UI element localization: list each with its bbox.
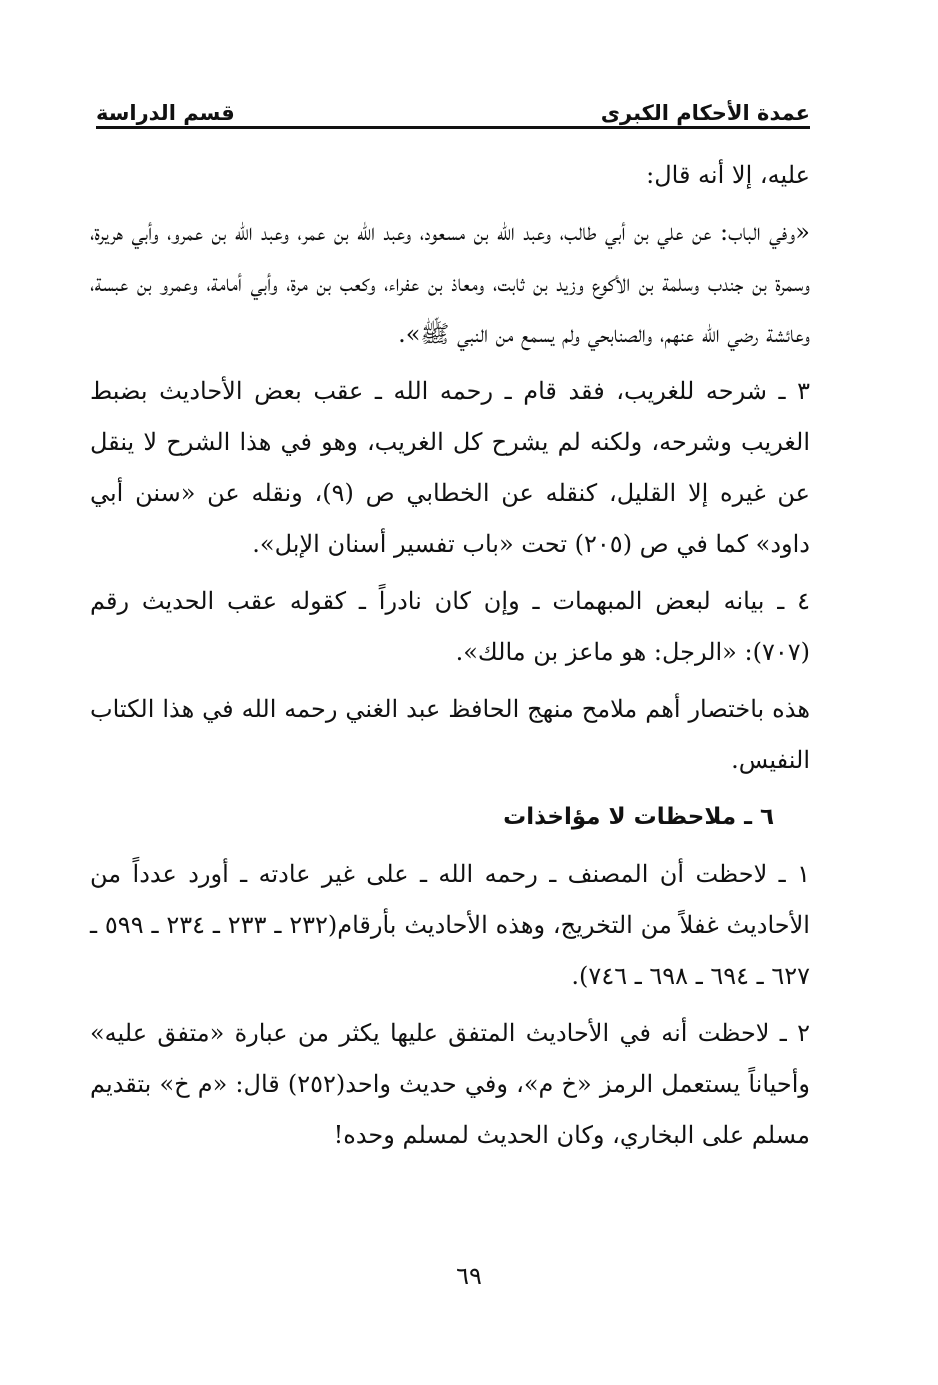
- page-number: ٦٩: [456, 1262, 482, 1290]
- note-1: ١ ـ لاحظت أن المصنف ـ رحمه الله ـ على غير عادته ـ أورد عدداً من الأحاديث غفلاً من التخريج، وهذه الأحاديث بأرقام(٢٣٢ ـ ٢٣٣ ـ ٢٣٤ ـ ٥٩٩ ـ ٦٢٧ ـ ٦٩٤ ـ ٦٩٨ ـ ٧٤٦).: [90, 860, 810, 990]
- paragraph-point-4: ٤ ـ بيانه لبعض المبهمات ـ وإن كان نادراً ـ كقوله عقب الحديث رقم (٧٠٧): «الرجل: هو ماعز بن مالك».: [90, 587, 810, 666]
- note-2: ٢ ـ لاحظت أنه في الأحاديث المتفق عليها يكثر من عبارة «متفق عليه» وأحياناً يستعمل الرمز «خ م»، وفي حديث واحد(٢٥٢) قال: «م خ» بتقديم مسلم على البخاري، وكان الحديث لمسلم وحده!: [90, 1019, 811, 1149]
- book-title: عمدة الأحكام الكبرى: [600, 101, 810, 125]
- paragraph-point-3: ٣ ـ شرحه للغريب، فقد قام ـ رحمه الله ـ عقب بعض الأحاديث بضبط الغريب وشرحه، ولكنه لم يشرح كل الغريب، وهو في هذا الشرح لا ينقل عن غيره إلا القليل، كنقله عن الخطابي ص (٩)، ونقله عن «سنن أبي داود» كما في ص (٢٠٥) تحت «باب تفسير أسنان الإبل».: [90, 377, 810, 558]
- section-heading: ٦ ـ ملاحظات لا مؤاخذات: [503, 804, 774, 830]
- paragraph-intro: عليه، إلا أنه قال:: [646, 161, 810, 189]
- paragraph-summary: هذه باختصار أهم ملامح منهج الحافظ عبد الغني رحمه الله في هذا الكتاب النفيس.: [90, 695, 810, 774]
- page-body: [90, 150, 810, 1167]
- paragraph-quote-chapter: «وفي الباب: عن علي بن أبي طالب، وعبد الله بن مسعود، وعبد الله بن عمر، وعبد الله بن عمرو، وأبي هريرة، وسمرة بن جندب وسلمة بن الأكوع وزيد بن ثابت، ومعاذ بن عفراء، وكعب بن مرة، وأبي أمامة، وعمرو بن عبسة، وعائشة رضي الله عنهم، والصنابحي ولم يسمع من النبي ﷺ».: [90, 218, 810, 348]
- running-header: [96, 84, 810, 124]
- section-name: قسم الدراسة: [96, 101, 235, 125]
- header-rule: [96, 126, 810, 129]
